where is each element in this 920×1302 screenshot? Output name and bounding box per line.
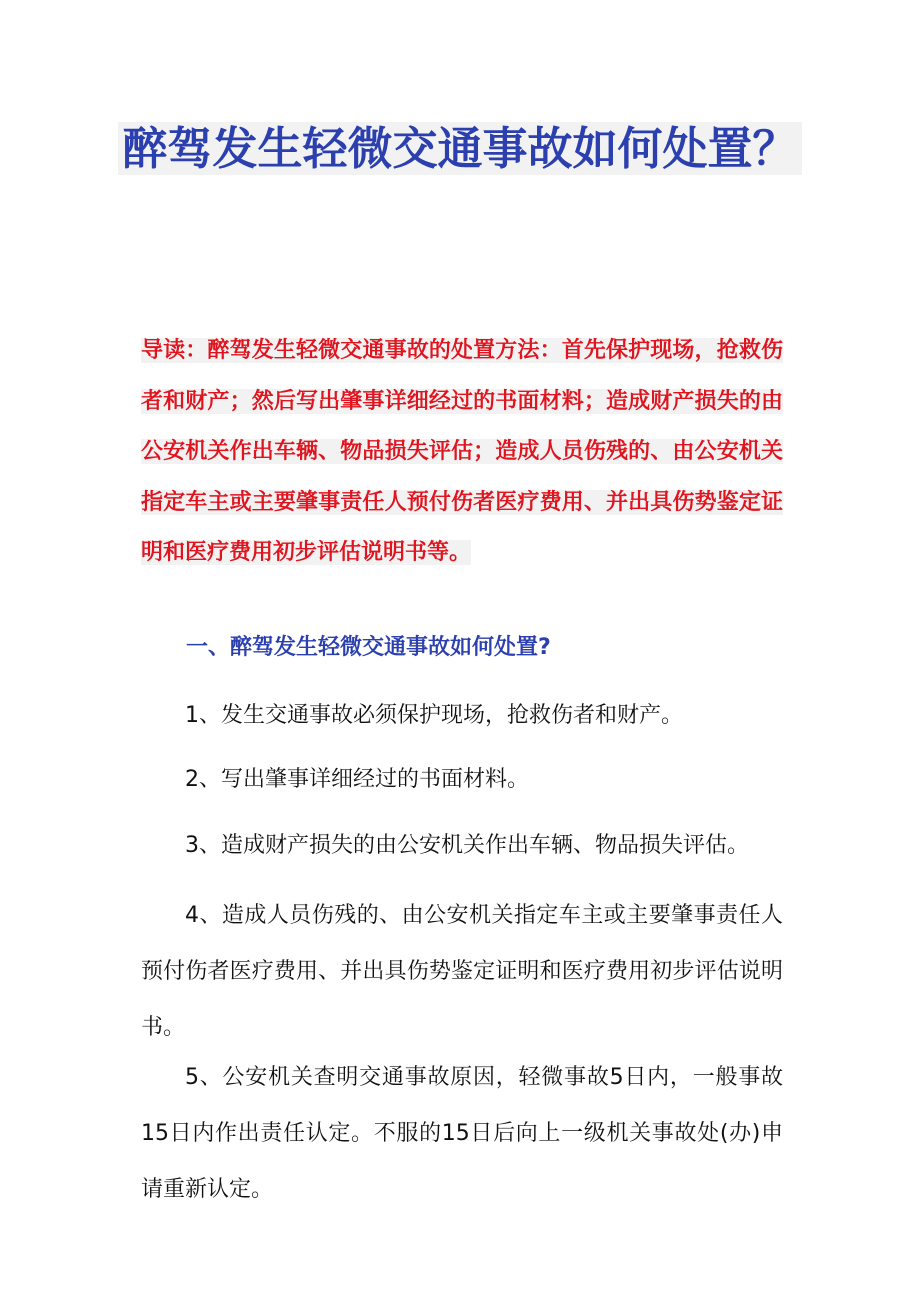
intro-summary [141, 326, 783, 579]
body-paragraph-3 [141, 824, 783, 868]
body-paragraph-4 [141, 888, 783, 1056]
paragraph-text: 1、发生交通事故必须保护现场，抢救伤者和财产。 [185, 703, 683, 728]
paragraph-text: 3、造成财产损失的由公安机关作出车辆、物品损失评估。 [185, 833, 749, 858]
intro-summary-text: 导读：醉驾发生轻微交通事故的处置方法：首先保护现场，抢救伤者和财产；然后写出肇事详细经过的书面材料；造成财产损失的由公安机关作出车辆、物品损失评估；造成人员伤残的、由公安机关指定车主或主要肇事责任人预付伤者医疗费用、并出具伤势鉴定证明和医疗费用初步评估说明书等。 [141, 338, 783, 565]
document-title [100, 112, 820, 186]
body-paragraph-5 [141, 1050, 783, 1218]
paragraph-text: 5、公安机关查明交通事故原因，轻微事故5日内，一般事故15日内作出责任认定。不服的15日后向上一级机关事故处(办)申请重新认定。 [141, 1065, 783, 1202]
document-title-text: 醉驾发生轻微交通事故如何处置？ [118, 122, 801, 175]
paragraph-text: 4、造成人员伤残的、由公安机关指定车主或主要肇事责任人预付伤者医疗费用、并出具伤势鉴定证明和医疗费用初步评估说明书。 [141, 903, 783, 1040]
body-paragraph-2 [141, 758, 783, 802]
body-paragraph-1 [141, 694, 783, 738]
section-heading: 一、醉驾发生轻微交通事故如何处置? [186, 635, 551, 660]
paragraph-text: 2、写出肇事详细经过的书面材料。 [185, 767, 529, 792]
